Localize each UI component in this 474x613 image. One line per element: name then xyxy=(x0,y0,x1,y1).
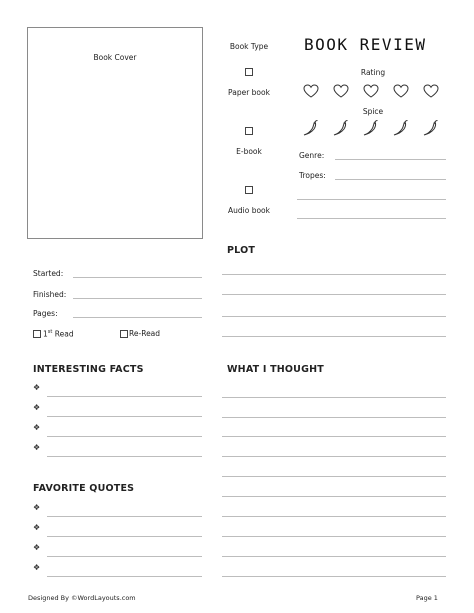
fact-line[interactable] xyxy=(47,456,202,457)
heart-icon[interactable] xyxy=(333,84,349,98)
bullet-icon: ❖ xyxy=(33,523,41,532)
page-title: BOOK REVIEW xyxy=(304,35,427,54)
ebook-label: E-book xyxy=(236,147,262,156)
chili-pepper-icon[interactable] xyxy=(332,119,350,137)
first-read-checkbox[interactable] xyxy=(33,330,41,338)
started-label: Started: xyxy=(33,269,64,278)
footer-page-number: Page 1 xyxy=(416,594,438,602)
thought-line[interactable] xyxy=(222,536,446,537)
plot-heading: PLOT xyxy=(227,245,256,256)
ebook-checkbox[interactable] xyxy=(245,127,253,135)
finished-label: Finished: xyxy=(33,290,67,299)
rating-label: Rating xyxy=(360,68,386,77)
first-read-label: 1st Read xyxy=(43,329,74,339)
thought-line[interactable] xyxy=(222,556,446,557)
paper-book-label: Paper book xyxy=(228,88,270,97)
bullet-icon: ❖ xyxy=(33,503,41,512)
plot-line[interactable] xyxy=(222,316,446,317)
fact-line[interactable] xyxy=(47,416,202,417)
book-cover-label: Book Cover xyxy=(93,53,137,62)
bullet-icon: ❖ xyxy=(33,443,41,452)
thought-line[interactable] xyxy=(222,496,446,497)
audio-book-label: Audio book xyxy=(228,206,270,215)
heart-icon[interactable] xyxy=(423,84,439,98)
bullet-icon: ❖ xyxy=(33,423,41,432)
quote-line[interactable] xyxy=(47,516,202,517)
thought-line[interactable] xyxy=(222,456,446,457)
heart-icon[interactable] xyxy=(393,84,409,98)
quote-line[interactable] xyxy=(47,536,202,537)
tropes-line[interactable] xyxy=(335,179,446,180)
audio-book-checkbox[interactable] xyxy=(245,186,253,194)
tropes-line-2[interactable] xyxy=(297,199,446,200)
quote-line[interactable] xyxy=(47,556,202,557)
chili-pepper-icon[interactable] xyxy=(422,119,440,137)
genre-line[interactable] xyxy=(335,159,446,160)
genre-label: Genre: xyxy=(299,151,325,160)
finished-line[interactable] xyxy=(73,298,202,299)
spice-label: Spice xyxy=(362,107,384,116)
favorite-quotes-heading: FAVORITE QUOTES xyxy=(33,483,135,494)
heart-icon[interactable] xyxy=(363,84,379,98)
plot-line[interactable] xyxy=(222,274,446,275)
footer-designer: Designed By ©WordLayouts.com xyxy=(28,594,136,602)
chili-pepper-icon[interactable] xyxy=(362,119,380,137)
bullet-icon: ❖ xyxy=(33,403,41,412)
paper-book-checkbox[interactable] xyxy=(245,68,253,76)
started-line[interactable] xyxy=(73,277,202,278)
thought-line[interactable] xyxy=(222,417,446,418)
bullet-icon: ❖ xyxy=(33,563,41,572)
fact-line[interactable] xyxy=(47,396,202,397)
pages-line[interactable] xyxy=(73,317,202,318)
reread-label: Re-Read xyxy=(129,329,161,338)
quote-line[interactable] xyxy=(47,576,202,577)
tropes-label: Tropes: xyxy=(299,171,326,180)
plot-line[interactable] xyxy=(222,336,446,337)
book-type-heading: Book Type xyxy=(229,42,269,51)
plot-line[interactable] xyxy=(222,294,446,295)
thought-line[interactable] xyxy=(222,476,446,477)
thought-line[interactable] xyxy=(222,576,446,577)
reread-checkbox[interactable] xyxy=(120,330,128,338)
chili-pepper-icon[interactable] xyxy=(302,119,320,137)
what-i-thought-heading: WHAT I THOUGHT xyxy=(227,364,324,375)
tropes-line-3[interactable] xyxy=(297,218,446,219)
bullet-icon: ❖ xyxy=(33,383,41,392)
bullet-icon: ❖ xyxy=(33,543,41,552)
pages-label: Pages: xyxy=(33,309,58,318)
thought-line[interactable] xyxy=(222,397,446,398)
thought-line[interactable] xyxy=(222,436,446,437)
heart-icon[interactable] xyxy=(303,84,319,98)
fact-line[interactable] xyxy=(47,436,202,437)
interesting-facts-heading: INTERESTING FACTS xyxy=(33,364,144,375)
chili-pepper-icon[interactable] xyxy=(392,119,410,137)
thought-line[interactable] xyxy=(222,516,446,517)
